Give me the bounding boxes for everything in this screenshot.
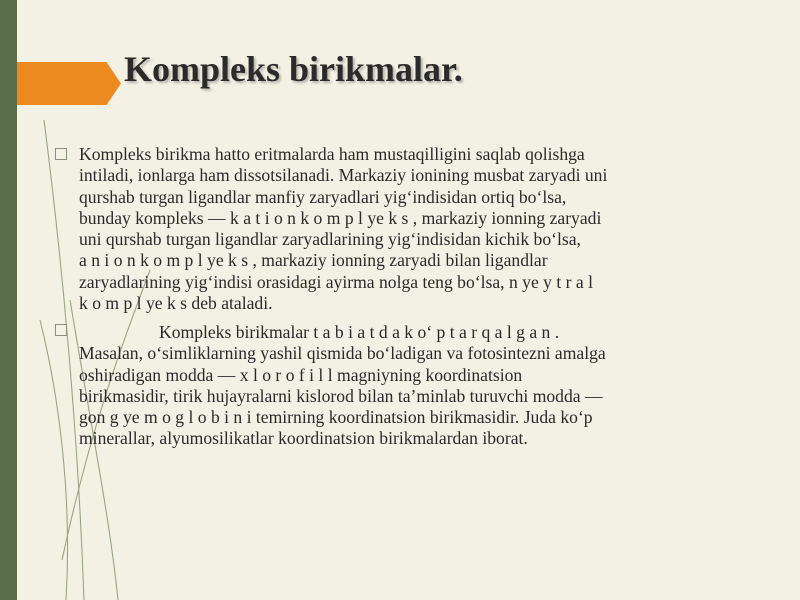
paragraph-line: zaryadlarining yig‘indisi orasidagi ayirma nolga teng bo‘lsa, n ye y t r a l bbox=[79, 271, 593, 292]
left-decor-band bbox=[0, 0, 17, 600]
paragraph-1 bbox=[79, 144, 779, 314]
paragraph-line: k o m p l ye k s deb ataladi. bbox=[79, 293, 273, 314]
paragraph-line: oshiradigan modda — x l o r o f i l l magniyning koordinatsion bbox=[79, 364, 523, 385]
bullet-icon bbox=[55, 148, 67, 160]
paragraph-line: Masalan, o‘simliklarning yashil qismida bo‘ladigan va fotosintezni amalga bbox=[79, 343, 606, 364]
title-accent-arrow bbox=[17, 62, 121, 105]
paragraph-line: intiladi, ionlarga ham dissotsilanadi. Markaziy ionining musbat zaryadi uni bbox=[79, 165, 608, 186]
paragraph-line: a n i o n k o m p l ye k s , markaziy ionning zaryadi bilan ligandlar bbox=[79, 250, 548, 271]
paragraph-line: qurshab turgan ligandlar manfiy zaryadlari yig‘indisidan ortiq bo‘lsa, bbox=[79, 186, 567, 207]
paragraph-line: gon g ye m o g l o b i n i temirning koordinatsion birikmasidir. Juda ko‘p bbox=[79, 407, 593, 428]
paragraph-line: Kompleks birikma hatto eritmalarda ham mustaqilligini saqlab qolishga bbox=[79, 144, 585, 164]
paragraph-line: minerallar, alyumosilikatlar koordinatsion birikmalardan iborat. bbox=[79, 428, 528, 449]
paragraph-line: bunday kompleks — k a t i o n k o m p l ye k s , markaziy ionning zaryadi bbox=[79, 207, 602, 228]
paragraph-line: birikmasidir, tirik hujayralarni kislorod bilan ta’minlab turuvchi modda — bbox=[79, 385, 603, 406]
bullet-icon bbox=[55, 324, 67, 336]
paragraph-line: Kompleks birikmalar t a b i a t d a k o‘ p t a r q a l g a n . bbox=[159, 322, 560, 342]
paragraph-line: uni qurshab turgan ligandlar zaryadlarining yig‘indisidan kichik bo‘lsa, bbox=[79, 229, 581, 250]
slide-title: Kompleks birikmalar. bbox=[124, 49, 463, 89]
paragraph-2 bbox=[79, 322, 779, 450]
